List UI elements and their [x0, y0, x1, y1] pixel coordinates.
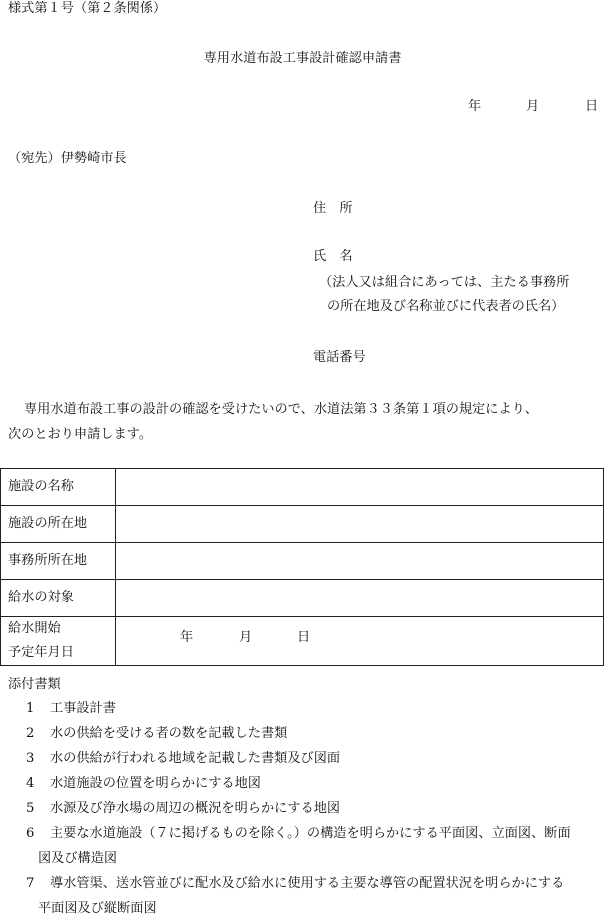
attachment-text: 水の供給が行われる地域を記載した書類及び図面	[50, 751, 341, 766]
office-location-label: 事務所所在地	[1, 543, 116, 580]
office-location-field[interactable]	[116, 543, 604, 580]
attachment-number: 3	[26, 751, 35, 766]
attachment-text-continued: 図及び構造図	[38, 851, 118, 866]
table-row	[1, 506, 604, 543]
attachments-heading: 添付書類	[8, 677, 61, 692]
supply-target-label: 給水の対象	[1, 580, 116, 617]
attachment-text: 水源及び浄水場の周辺の概況を明らかにする地図	[50, 801, 341, 816]
attachment-number: 1	[26, 701, 35, 716]
attachment-text: 主要な水道施設（７に掲げるものを除く。）の構造を明らかにする平面図、立面図、断面	[50, 826, 571, 841]
applicant-address-label: 住 所	[313, 201, 353, 216]
applicant-name-label: 氏 名	[313, 249, 353, 264]
table-row	[1, 617, 604, 666]
table-row	[1, 469, 604, 506]
addressee: （宛先）伊勢崎市長	[8, 151, 127, 166]
facility-name-field[interactable]	[116, 469, 604, 506]
date-day-label: 日	[585, 99, 599, 114]
date-year-label: 年	[468, 99, 482, 114]
applicant-note-line2: の所在地及び名称並びに代表者の氏名）	[327, 299, 565, 314]
applicant-note-line1: （法人又は組合にあっては、主たる事務所	[319, 275, 570, 290]
supply-target-field[interactable]	[116, 580, 604, 617]
attachment-text: 工事設計書	[50, 701, 116, 716]
statement-line2: 次のとおり申請します。	[8, 427, 153, 442]
start-year-label: 年	[180, 630, 194, 645]
facility-table	[0, 468, 604, 666]
statement-line1: 専用水道布設工事の設計の確認を受けたいので、水道法第３３条第１項の規定により、	[24, 402, 539, 417]
date-month-label: 月	[526, 99, 540, 114]
start-day-label: 日	[297, 630, 311, 645]
form-title: 専用水道布設工事設計確認申請書	[203, 51, 402, 66]
supply-start-label-line2: 予定年月日	[8, 645, 74, 660]
table-row	[1, 543, 604, 580]
attachment-number: 6	[26, 826, 35, 841]
attachment-number: 5	[26, 801, 35, 816]
facility-name-label: 施設の名称	[1, 469, 116, 506]
attachment-number: 7	[26, 876, 35, 891]
supply-start-label	[1, 617, 116, 666]
applicant-phone-label: 電話番号	[313, 350, 366, 365]
form-number: 様式第１号（第２条関係）	[8, 1, 167, 16]
attachment-text: 水の供給を受ける者の数を記載した書類	[50, 726, 288, 741]
facility-location-field[interactable]	[116, 506, 604, 543]
table-row	[1, 580, 604, 617]
supply-start-label-line1: 給水開始	[8, 621, 61, 636]
attachment-number: 2	[26, 726, 35, 741]
supply-start-date-field[interactable]	[116, 617, 604, 666]
attachment-number: 4	[26, 776, 35, 791]
facility-location-label: 施設の所在地	[1, 506, 116, 543]
attachment-text: 導水管渠、送水管並びに配水及び給水に使用する主要な導管の配置状況を明らかにする	[50, 876, 565, 891]
attachment-text: 水道施設の位置を明らかにする地図	[50, 776, 261, 791]
start-month-label: 月	[239, 630, 253, 645]
attachment-text-continued: 平面図及び縦断面図	[38, 901, 157, 916]
